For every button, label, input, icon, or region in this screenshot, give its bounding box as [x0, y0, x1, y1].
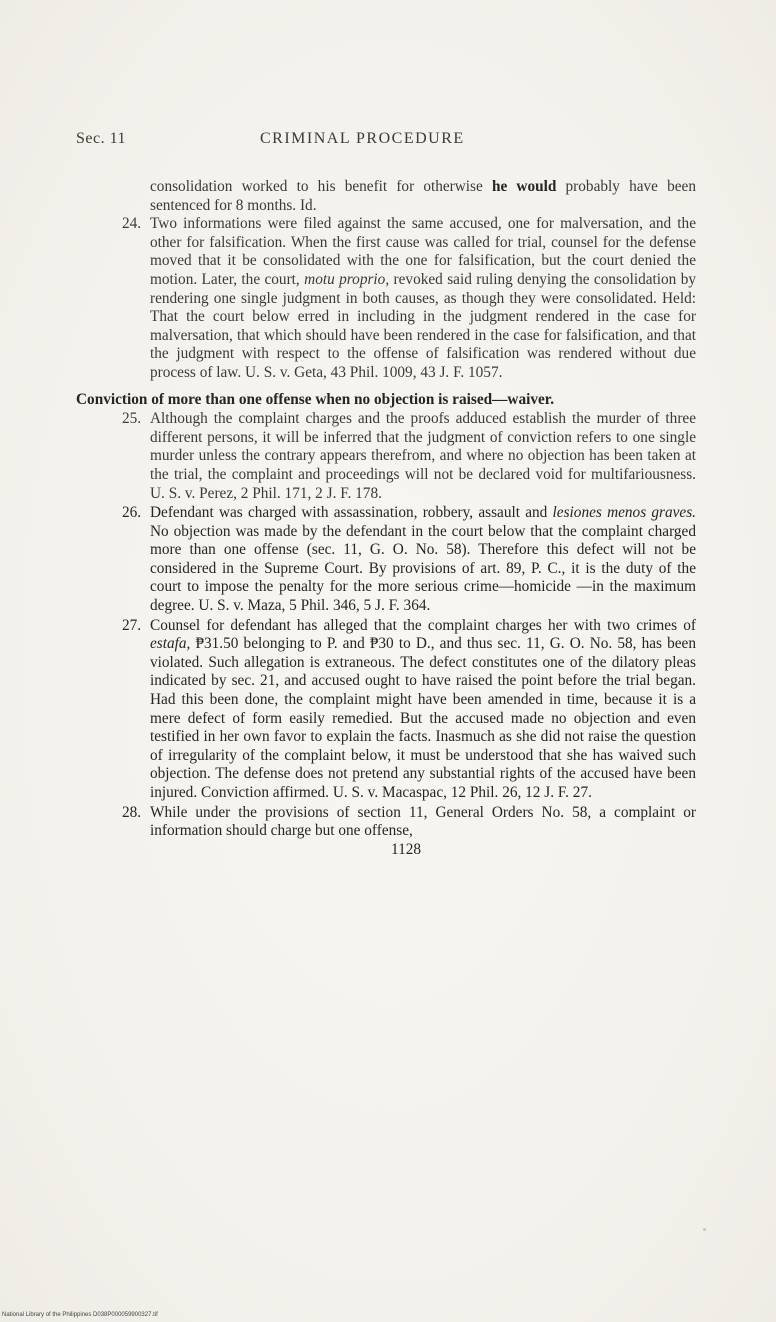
item-28-number: 28. [122, 803, 142, 821]
scan-speck [703, 1228, 706, 1231]
item-26-text-a: Defendant was charged with assassination, robbery, assault and [150, 504, 553, 522]
section-label: Sec. 11 [76, 130, 127, 147]
item-27 [76, 617, 696, 803]
continuation-paragraph [76, 178, 696, 215]
item-24-italic: motu proprio, [304, 270, 390, 288]
item-28 [76, 804, 696, 841]
item-27-text-a: Counsel for defendant has alleged that the complaint charges her with two crimes of [150, 616, 696, 634]
item-25 [76, 410, 696, 503]
item-24 [76, 215, 696, 382]
continuation-text-bold: he would [491, 178, 557, 195]
scan-footer: National Library of the Philippines D038P000059900327.tif [2, 1312, 158, 1318]
item-25-number: 25. [122, 410, 142, 428]
item-27-text-b: ₱31.50 belonging to P. and ₱30 to D., and thus sec. 11, G. O. No. 58, has been violated. Such allegation is extraneous. The defect constitutes one of the dilatory pleas indicated by sec. 21, and accused ought to have raised the point before the trial began. Had this been done, the complaint might have been amended in time, because it is a mere defect of form easily remedied. But the accused made no objection and even testified in her own favor to explain the facts. Inasmuch as she did not raise the question of irregularity of the complaint below, it must be understood that she has waived such objection. The defense does not pretend any substantial rights of the accused have been injured. Conviction affirmed. U. S. v. Macaspac, 12 Phil. 26, 12 J. F. 27. [150, 635, 696, 801]
item-26-italic: lesiones menos graves. [552, 504, 696, 522]
item-26-number: 26. [122, 504, 142, 522]
item-27-italic: estafa, [150, 635, 191, 653]
item-24-text-b: revoked said ruling denying the consolidation by rendering one single judgment in both causes, as though they were consolidated. Held: That the court below erred in including in the judgment rendered in the case for malversation, that which should have been rendered in the case for falsification, and that the judgment with respect to the offense of falsification was rendered without due process of law. U. S. v. Geta, 43 Phil. 1009, 43 J. F. 1057. [150, 270, 697, 381]
continuation-text-b: probably have been sentenced for 8 months. Id. [150, 178, 696, 214]
section-heading: Conviction of more than one offense when no objection is raised—waiver. [76, 390, 555, 408]
item-28-text: While under the provisions of section 11, General Orders No. 58, a complaint or information should charge but one offense, [150, 803, 696, 840]
item-27-number: 27. [122, 616, 142, 634]
item-24-text-a: Two informations were filed against the same accused, one for malversation, and the other for falsification. When the first cause was called for trial, counsel for the defense moved that it be consolidated with the one for falsification, but the court denied the motion. Later, the court, [150, 215, 696, 288]
body-text [76, 178, 696, 859]
continuation-text-a: consolidation worked to his benefit for otherwise [150, 178, 492, 195]
item-26 [76, 504, 696, 616]
item-25-text: Although the complaint charges and the proofs adduced establish the murder of three different persons, it will be inferred that the judgment of conviction refers to one single murder unless the contrary appears therefrom, and where no objection has been taken at the trial, the complaint and proceedings will not be declared void for multifariousness. U. S. v. Perez, 2 Phil. 171, 2 J. F. 178. [150, 410, 696, 502]
page-number: 1128 [390, 840, 422, 858]
page-title: CRIMINAL PROCEDURE [260, 130, 465, 147]
item-26-text-b: No objection was made by the defendant in the court below that the complaint charged more than one offense (sec. 11, G. O. No. 58). Therefore this defect will not be considered in the Supreme Court. By provisions of art. 89, P. C., it is the duty of the court to impose the penalty for the more serious crime—homicide —in the maximum degree. U. S. v. Maza, 5 Phil. 346, 5 J. F. 364. [150, 522, 696, 615]
item-24-number: 24. [122, 215, 142, 233]
